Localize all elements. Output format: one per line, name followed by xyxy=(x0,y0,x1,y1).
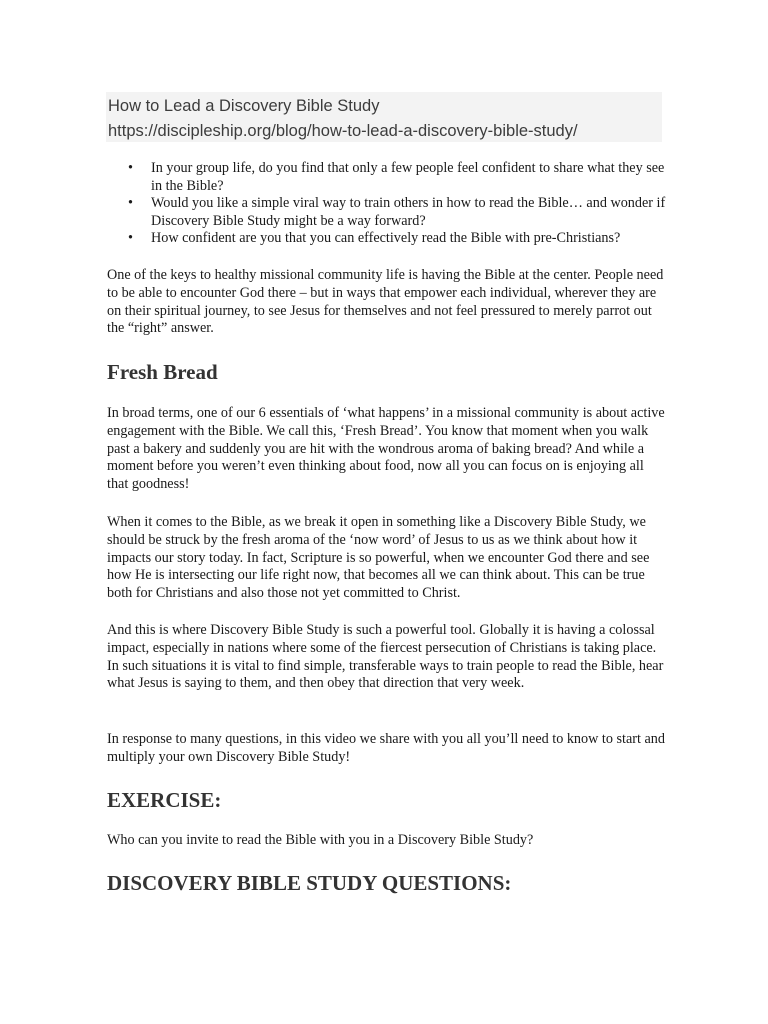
intro-paragraph: One of the keys to healthy missional community life is having the Bible at the center. People need to be able to encounter God there – but in ways that empower each individual, wherever they are on their spiritual journey, to see Jesus for themselves and not feel pressured to merely parrot out the “right” answer. xyxy=(107,267,664,337)
section-heading-questions: DISCOVERY BIBLE STUDY QUESTIONS: xyxy=(107,871,512,895)
question-bullet-list xyxy=(107,160,667,248)
bullet-item: • How confident are you that you can effectively read the Bible with pre-Christians? xyxy=(107,230,667,248)
bullet-item: • Would you like a simple viral way to train others in how to read the Bible… and wonder if Discovery Bible Study might be a way forward? xyxy=(107,195,667,230)
paragraph: In broad terms, one of our 6 essentials of ‘what happens’ in a missional community is about active engagement with the Bible. We call this, ‘Fresh Bread’. You know that moment when you walk past a bakery and suddenly you are hit with the wondrous aroma of baking bread? And while a moment before you weren’t even thinking about food, now all you can focus on is enjoying all that goodness! xyxy=(107,405,665,493)
bullet-item: • In your group life, do you find that only a few people feel confident to share what they see in the Bible? xyxy=(107,160,667,195)
article-title: How to Lead a Discovery Bible Study xyxy=(108,97,380,115)
paragraph: When it comes to the Bible, as we break it open in something like a Discovery Bible Study, we should be struck by the fresh aroma of the ‘now word’ of Jesus to us as we think about how it impacts our story today. In fact, Scripture is so powerful, when we encounter God there and see how He is intersecting our life right now, that becomes all we can think about. This can be true both for Christians and also those not yet committed to Christ. xyxy=(107,514,650,602)
article-url: https://discipleship.org/blog/how-to-lead-a-discovery-bible-study/ xyxy=(108,122,578,140)
paragraph: In response to many questions, in this video we share with you all you’ll need to know to start and multiply your own Discovery Bible Study! xyxy=(107,731,665,765)
source-header xyxy=(106,92,662,142)
section-heading-fresh-bread: Fresh Bread xyxy=(107,360,218,384)
paragraph: And this is where Discovery Bible Study is such a powerful tool. Globally it is having a colossal impact, especially in nations where some of the fiercest persecution of Christians is taking place. In such situations it is vital to find simple, transferable ways to train people to read the Bible, hear what Jesus is saying to them, and then obey that direction that very week. xyxy=(107,622,664,692)
exercise-text: Who can you invite to read the Bible with you in a Discovery Bible Study? xyxy=(107,832,534,848)
section-heading-exercise: EXERCISE: xyxy=(107,788,222,812)
